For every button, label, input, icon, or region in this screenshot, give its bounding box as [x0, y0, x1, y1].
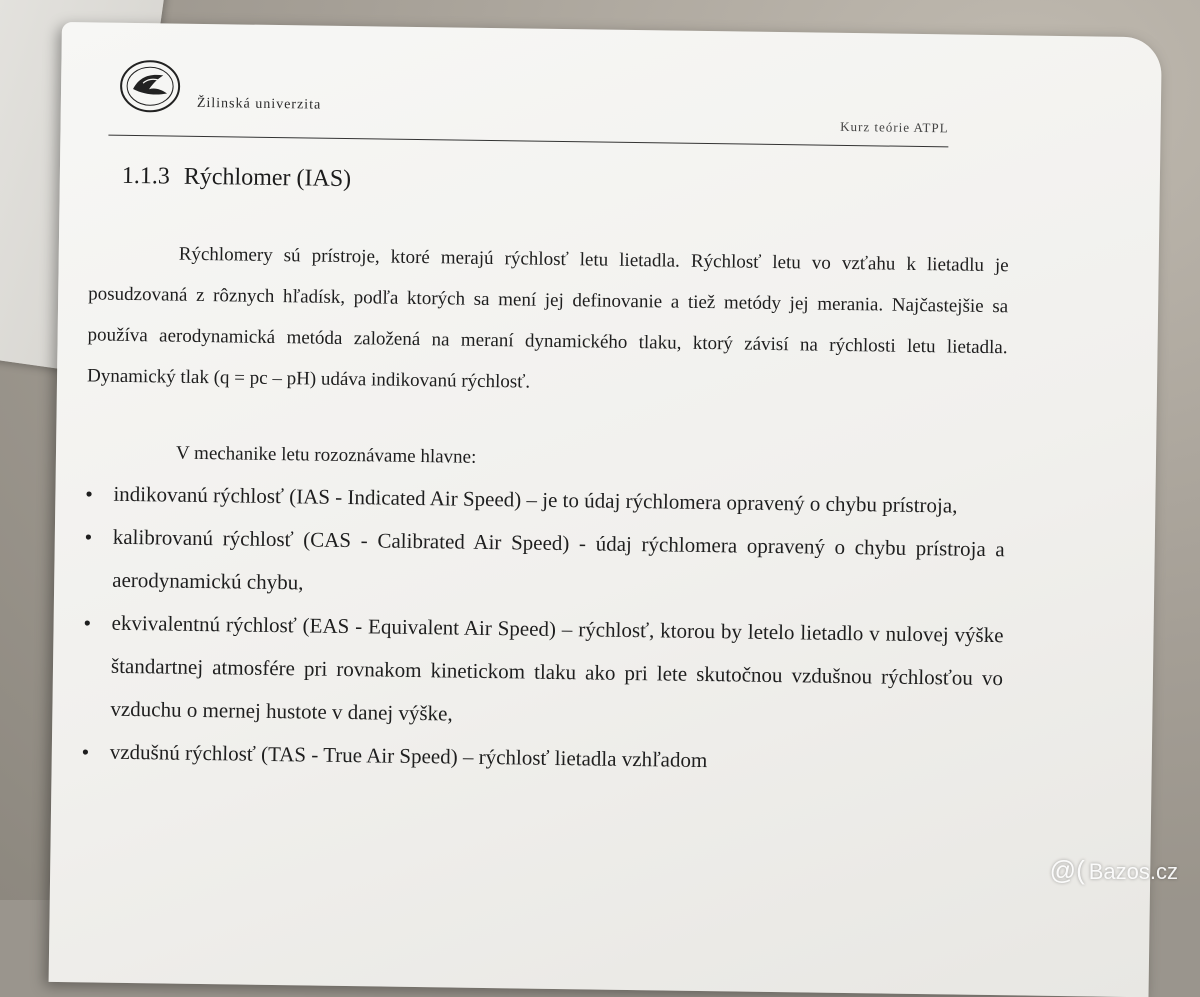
section-title: Rýchlomer (IAS) [183, 163, 352, 193]
section-number: 1.1.3 [121, 162, 171, 190]
intro-paragraph: Rýchlomery sú prístroje, ktoré merajú rýchlosť letu lietadla. Rýchlosť letu vo vzťahu k lietadlu je posudzovaná z rôznych hľadísk, podľa ktorých sa mení jej definovanie a tiež metódy jej merania. Najčastejšie sa používa aerodynamická metóda založená na meraní dynamického tlaku, ktorý závisí na rýchlosti letu lietadla. Dynamický tlak (q = pc – pH) udáva indikovanú rýchlosť. [86, 243, 1009, 393]
list-intro-paragraph: V mechanike letu rozoznávame hlavne: [175, 442, 477, 468]
header-divider [108, 135, 948, 148]
list-item: ● ekvivalentnú rýchlosť (EAS - Equivalent Air Speed) – rýchlosť, ktorou by letelo lietadlo v nulovej výške štandartnej atmosfére pri rovnakom kinetickom tlaku ako pri lete skutočnou vzdušnou rýchlosťou vo vzduchu o mernej hustote v danej výške, [82, 601, 1004, 743]
list-item: ● kalibrovanú rýchlosť (CAS - Calibrated Air Speed) - údaj rýchlomera opravený o chybu prístroja a aerodynamickú chybu, [84, 515, 1005, 614]
section-heading [122, 163, 352, 193]
body-text [82, 232, 1009, 786]
speed-types-list [82, 472, 1006, 786]
course-name: Kurz teórie ATPL [840, 118, 949, 136]
watermark-text: Bazos.cz [1088, 859, 1178, 884]
document-page [49, 22, 1162, 997]
watermark-symbol: @( [1049, 855, 1085, 885]
list-item: ● indikovanú rýchlosť (IAS - Indicated Air Speed) – je to údaj rýchlomera opravený o chybu prístroja, [85, 472, 1006, 528]
list-item: ● vzdušnú rýchlosť (TAS - True Air Speed) – rýchlosť lietadla vzhľadom [82, 730, 1003, 786]
page-header [108, 53, 949, 149]
university-logo-icon [119, 59, 182, 114]
university-name: Žilinská univerzita [196, 95, 322, 113]
watermark [1050, 855, 1178, 886]
